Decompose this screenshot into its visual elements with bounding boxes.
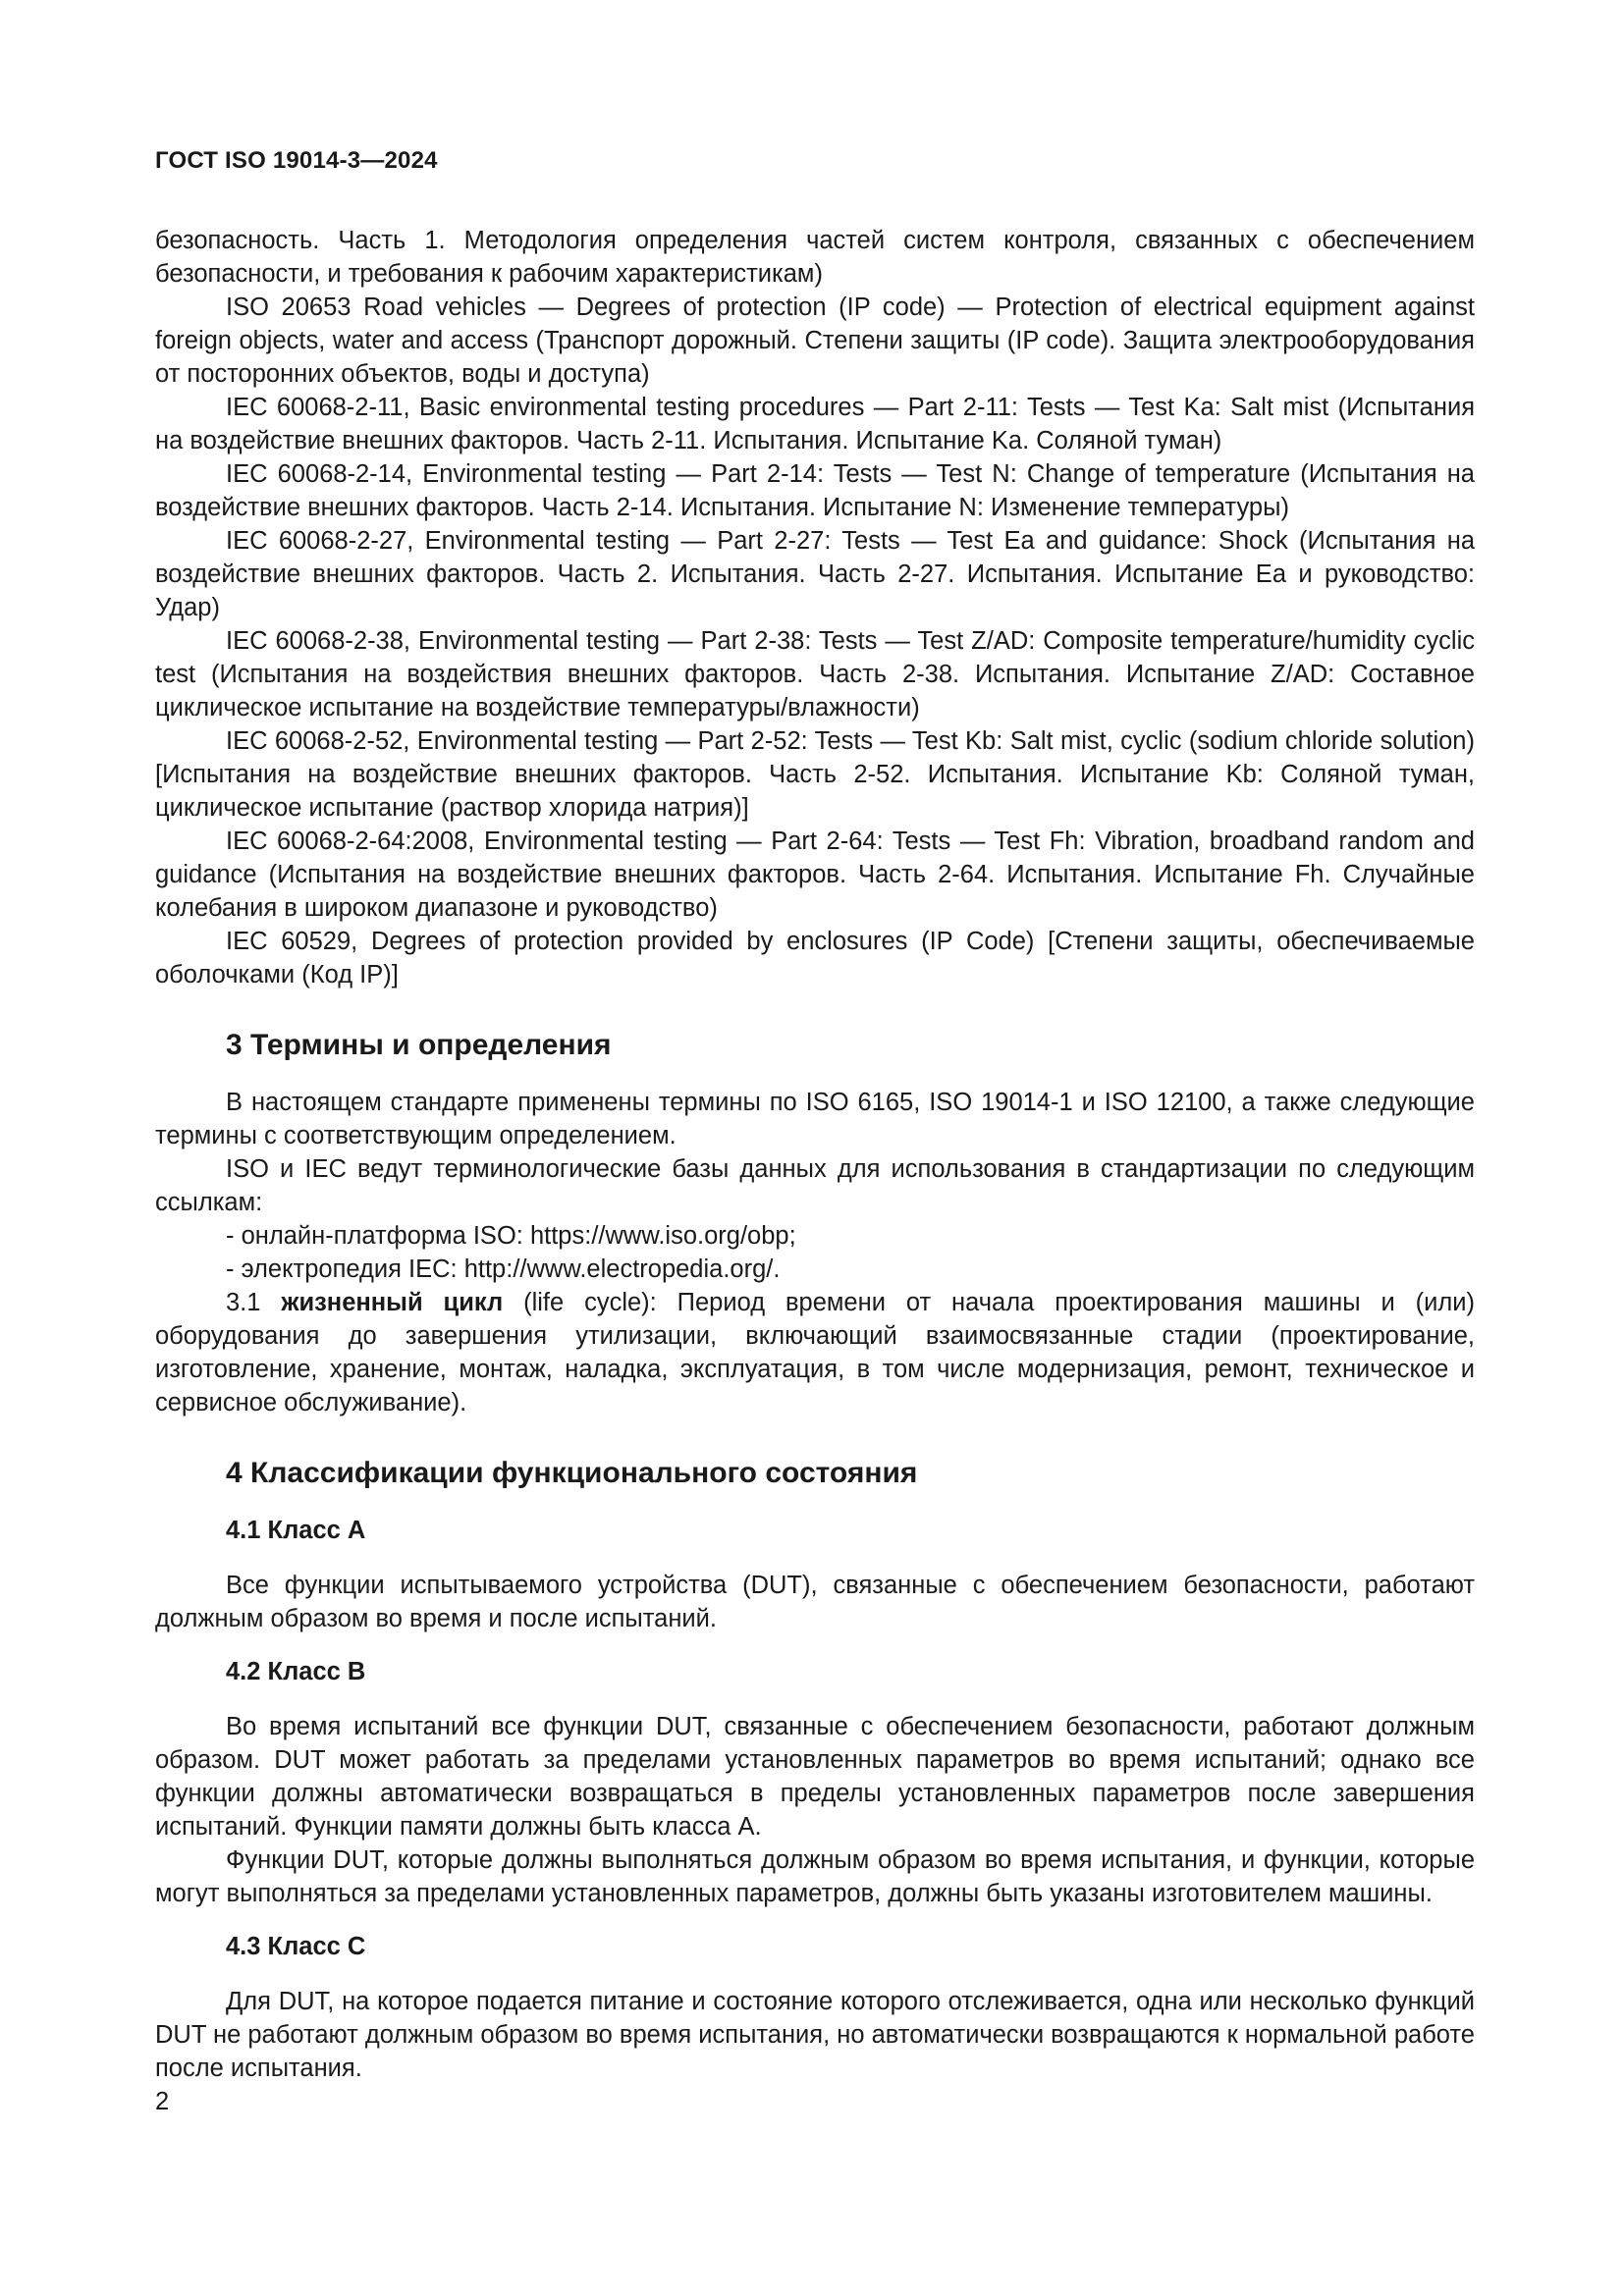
class-b-text-1: Во время испытаний все функции DUT, связанные с обеспечением безопасности, работают должным образом. DUT может работать за пределами установленных параметров во время испытаний; однако все функции должны автоматически возвращаться в пределы установленных параметров после завершения испытаний. Функции памяти должны быть класса A.	[155, 1713, 1475, 1841]
class-c-text: Для DUT, на которое подается питание и состояние которого отслеживается, одна или несколько функций DUT не работают должным образом во время испытания, но автоматически возвращаются к нормальной работе после испытания.	[155, 1988, 1475, 2082]
reference-item: IEC 60068-2-14, Environmental testing — Part 2-14: Tests — Test N: Change of temperature (Испытания на воздействие внешних факторов. Часть 2-14. Испытания. Испытание N: Изменение температуры)	[155, 460, 1475, 521]
reference-item: IEC 60068-2-27, Environmental testing — Part 2-27: Tests — Test Ea and guidance: Shock (Испытания на воздействие внешних факторов. Часть 2. Испытания. Часть 2-27. Испытания. Испытание Ea и руководство: Удар)	[155, 527, 1475, 621]
reference-item: IEC 60068-2-38, Environmental testing — Part 2-38: Tests — Test Z/AD: Composite temperature/humidity cyclic test (Испытания на воздействия внешних факторов. Часть 2-38. Испытания. Испытание Z/AD: Составное циклическое испытание на воздействие температуры/влажности)	[155, 627, 1475, 721]
class-c-title: 4.3 Класс C	[226, 1933, 366, 1960]
reference-item: IEC 60068-2-64:2008, Environmental testing — Part 2-64: Tests — Test Fh: Vibration, broadband random and guidance (Испытания на воздействие внешних факторов. Часть 2-64. Испытания. Испытание Fh. Случайные колебания в широком диапазоне и руководство)	[155, 828, 1475, 922]
section-3-link-iec: - электропедия IEC: http://www.electropedia.org/.	[226, 1255, 781, 1283]
page-number: 2	[155, 2088, 170, 2115]
document-body	[155, 224, 1475, 2085]
reference-continuation: безопасность. Часть 1. Методология определения частей систем контроля, связанных с обеспечением безопасности, и требования к рабочим характеристикам)	[155, 227, 1475, 288]
section-4-title: 4 Классификации функционального состояния	[226, 1457, 918, 1489]
section-3-link-iso: - онлайн-платформа ISO: https://www.iso.org/obp;	[226, 1222, 796, 1250]
class-b-text-2: Функции DUT, которые должны выполняться должным образом во время испытания, и функции, которые могут выполняться за пределами установленных параметров, должны быть указаны изготовителем машины.	[155, 1846, 1475, 1907]
reference-item: IEC 60529, Degrees of protection provided by enclosures (IP Code) [Степени защиты, обеспечиваемые оболочками (Код IP)]	[155, 928, 1475, 988]
reference-item: IEC 60068-2-11, Basic environmental testing procedures — Part 2-11: Tests — Test Ka: Salt mist (Испытания на воздействие внешних факторов. Часть 2-11. Испытания. Испытание Ka. Соляной туман)	[155, 394, 1475, 454]
term-name: жизненный цикл	[281, 1289, 504, 1316]
term-definition: (life cycle): Период времени от начала проектирования машины и (или) оборудования до завершения утилизации, включающий взаимосвязанные стадии (проектирование, изготовление, хранение, монтаж, наладка, эксплуатация, в том числе модернизация, ремонт, техническое и сервисное обслуживание).	[155, 1289, 1475, 1416]
class-b-title: 4.2 Класс B	[226, 1658, 366, 1685]
term-3-1	[155, 1286, 1475, 1419]
section-3-intro: В настоящем стандарте применены термины по ISO 6165, ISO 19014-1 и ISO 12100, а также следующие термины с соответствующим определением.	[155, 1089, 1475, 1149]
section-3-title: 3 Термины и определения	[226, 1029, 612, 1061]
class-a-text: Все функции испытываемого устройства (DUT), связанные с обеспечением безопасности, работают должным образом во время и после испытаний.	[155, 1572, 1475, 1632]
class-a-title: 4.1 Класс A	[226, 1517, 366, 1544]
term-number: 3.1	[226, 1289, 261, 1316]
reference-item: IEC 60068-2-52, Environmental testing — Part 2-52: Tests — Test Kb: Salt mist, cyclic (sodium chloride solution) [Испытания на воздействие внешних факторов. Часть 2-52. Испытания. Испытание Kb: Соляной туман, циклическое испытание (раствор хлорида натрия)]	[155, 727, 1475, 822]
reference-item: ISO 20653 Road vehicles — Degrees of protection (IP code) — Protection of electrical equipment against foreign objects, water and access (Транспорт дорожный. Степени защиты (IP code). Защита электрооборудования от посторонних объектов, воды и доступа)	[155, 294, 1475, 388]
section-3-databases: ISO и IEC ведут терминологические базы данных для использования в стандартизации по следующим ссылкам:	[155, 1155, 1475, 1216]
page-header-standard-id: ГОСТ ISO 19014-3—2024	[155, 147, 438, 174]
